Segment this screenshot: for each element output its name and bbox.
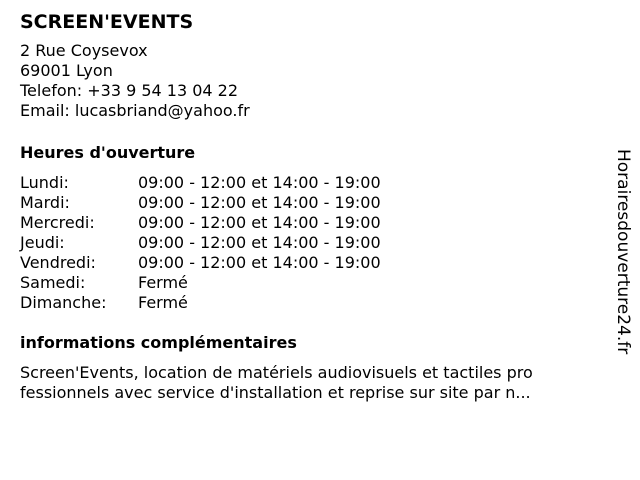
phone-number: Telefon: +33 9 54 13 04 22 — [20, 81, 239, 100]
day-label: Mardi: — [20, 193, 70, 212]
time-value: 09:00 - 12:00 et 14:00 - 19:00 — [138, 233, 381, 252]
description-line: fessionnels avec service d'installation et reprise sur site par n... — [20, 383, 531, 402]
time-value: 09:00 - 12:00 et 14:00 - 19:00 — [138, 173, 381, 192]
time-value: 09:00 - 12:00 et 14:00 - 19:00 — [138, 253, 381, 272]
time-value: Fermé — [138, 293, 188, 312]
hours-heading: Heures d'ouverture — [20, 143, 196, 162]
business-card — [20, 11, 600, 403]
address-city: 69001 Lyon — [20, 61, 113, 80]
time-value: Fermé — [138, 273, 188, 292]
hours-row-samedi — [20, 273, 600, 293]
hours-table — [20, 173, 600, 313]
hours-row-mercredi — [20, 213, 600, 233]
day-label: Mercredi: — [20, 213, 95, 232]
info-description — [20, 363, 600, 403]
hours-row-mardi — [20, 193, 600, 213]
hours-row-dimanche — [20, 293, 600, 313]
day-label: Vendredi: — [20, 253, 96, 272]
time-value: 09:00 - 12:00 et 14:00 - 19:00 — [138, 193, 381, 212]
description-line: Screen'Events, location de matériels audiovisuels et tactiles pro — [20, 363, 533, 382]
hours-row-vendredi — [20, 253, 600, 273]
day-label: Jeudi: — [20, 233, 65, 252]
hours-row-lundi — [20, 173, 600, 193]
site-watermark — [609, 136, 637, 368]
address-block — [20, 41, 600, 121]
day-label: Samedi: — [20, 273, 86, 292]
email-address: Email: lucasbriand@yahoo.fr — [20, 101, 250, 120]
day-label: Lundi: — [20, 173, 69, 192]
hours-row-jeudi — [20, 233, 600, 253]
address-street: 2 Rue Coysevox — [20, 41, 148, 60]
info-heading: informations complémentaires — [20, 333, 297, 352]
watermark-text: Horairesdouverture24.fr — [613, 149, 633, 355]
day-label: Dimanche: — [20, 293, 107, 312]
business-name: SCREEN'EVENTS — [20, 11, 194, 33]
time-value: 09:00 - 12:00 et 14:00 - 19:00 — [138, 213, 381, 232]
